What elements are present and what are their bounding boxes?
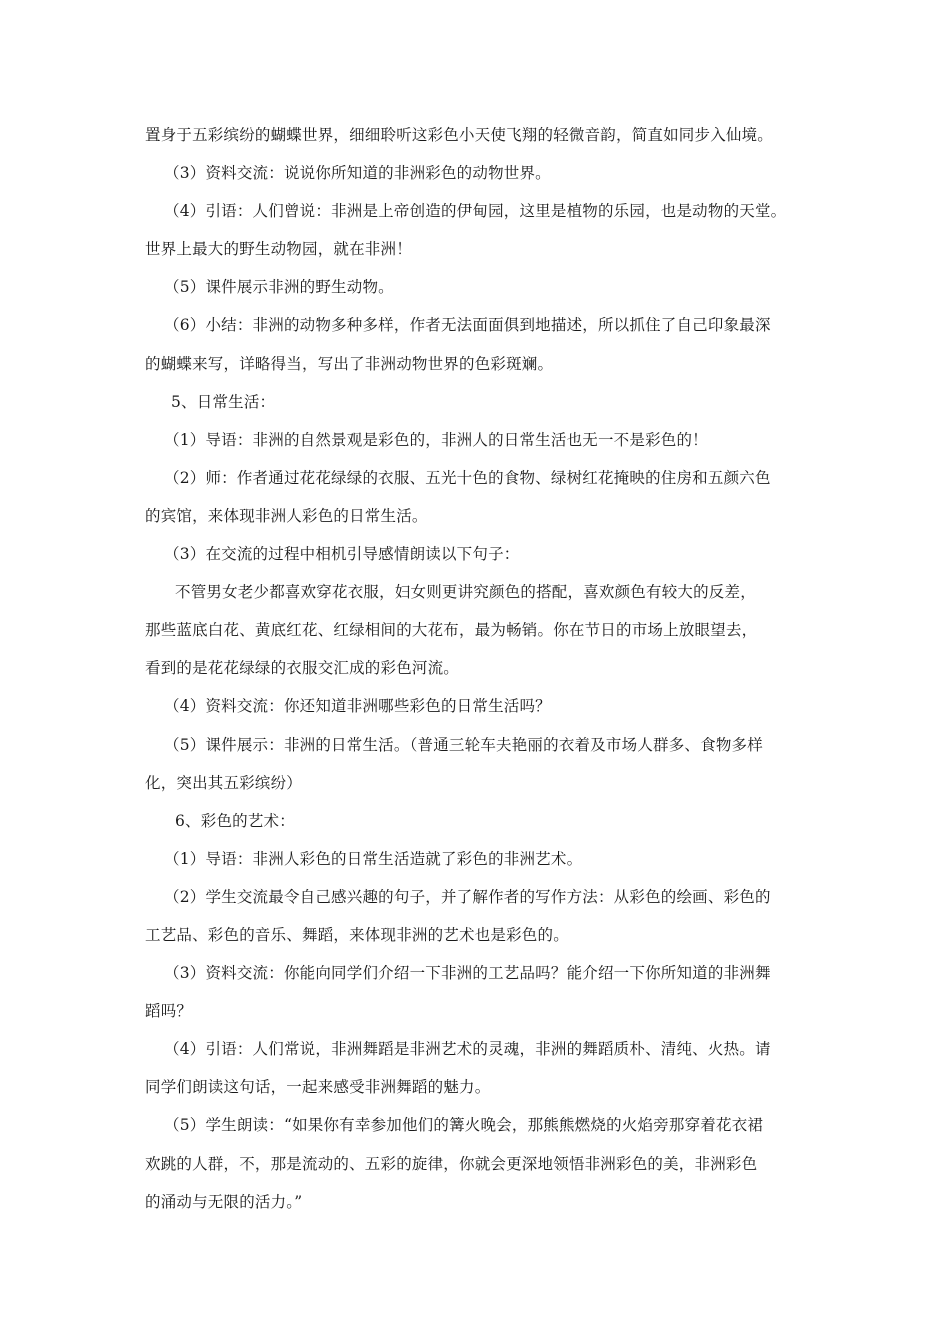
text-line: 化，突出其五彩缤纷） <box>145 773 303 792</box>
text-line: （1）导语：非洲的自然景观是彩色的，非洲人的日常生活也无一不是彩色的！ <box>164 430 708 449</box>
text-line: 欢跳的人群，不，那是流动的、五彩的旋律，你就会更深地领悟非洲彩色的美，非洲彩色 <box>145 1154 758 1173</box>
text-line: 世界上最大的野生动物园，就在非洲！ <box>145 240 412 259</box>
text-line: 看到的是花花绿绿的衣服交汇成的彩色河流。 <box>145 659 460 678</box>
text-line: 那些蓝底白花、黄底红花、红绿相间的大花布，最为畅销。你在节日的市场上放眼望去， <box>145 621 758 640</box>
text-line: 置身于五彩缤纷的蝴蝶世界，细细聆听这彩色小天使飞翔的轻微音韵，简直如同步入仙境。 <box>145 126 774 144</box>
text-line: （2）学生交流最令自己感兴趣的句子，并了解作者的写作方法：从彩色的绘画、彩色的 <box>164 887 771 906</box>
text-line: （5）课件展示非洲的野生动物。 <box>164 278 394 297</box>
text-line: （5）学生朗读：“如果你有幸参加他们的篝火晚会，那熊熊燃烧的火焰旁那穿着花衣裙 <box>164 1116 764 1135</box>
text-line: （1）导语：非洲人彩色的日常生活造就了彩色的非洲艺术。 <box>164 849 583 868</box>
text-line: （3）资料交流：你能向同学们介绍一下非洲的工艺品吗？能介绍一下你所知道的非洲舞 <box>164 964 771 983</box>
text-line: 的蝴蝶来写，详略得当，写出了非洲动物世界的色彩斑斓。 <box>145 354 554 373</box>
text-line: 的宾馆，来体现非洲人彩色的日常生活。 <box>145 506 428 525</box>
text-line: 工艺品、彩色的音乐、舞蹈，来体现非洲的艺术也是彩色的。 <box>145 925 569 944</box>
text-line: 的涌动与无限的活力。” <box>145 1192 303 1211</box>
text-line: （3）资料交流：说说你所知道的非洲彩色的动物世界。 <box>164 164 551 183</box>
text-line: 6、彩色的艺术： <box>175 811 295 830</box>
text-line: 不管男女老少都喜欢穿花衣服，妇女则更讲究颜色的搭配，喜欢颜色有较大的反差， <box>175 583 756 602</box>
text-line: （3）在交流的过程中相机引导感情朗读以下句子： <box>164 545 520 564</box>
text-line: 同学们朗读这句话，一起来感受非洲舞蹈的魅力。 <box>145 1078 491 1097</box>
text-line: （2）师：作者通过花花绿绿的衣服、五光十色的食物、绿树红花掩映的住房和五颜六色 <box>164 468 771 487</box>
text-line: （5）课件展示：非洲的日常生活。（普通三轮车夫艳丽的衣着及市场人群多、食物多样 <box>164 735 763 754</box>
text-line: （4）引语：人们曾说：非洲是上帝创造的伊甸园，这里是植物的乐园，也是动物的天堂。 <box>164 202 787 221</box>
text-line: 蹈吗？ <box>145 1002 193 1021</box>
text-line: （4）资料交流：你还知道非洲哪些彩色的日常生活吗？ <box>164 697 551 716</box>
text-line: 5、日常生活： <box>171 392 276 411</box>
text-line: （6）小结：非洲的动物多种多样，作者无法面面俱到地描述，所以抓住了自己印象最深 <box>164 316 771 335</box>
document-body <box>145 124 810 1229</box>
text-line: （4）引语：人们常说，非洲舞蹈是非洲艺术的灵魂，非洲的舞蹈质朴、清纯、火热。请 <box>164 1040 771 1059</box>
